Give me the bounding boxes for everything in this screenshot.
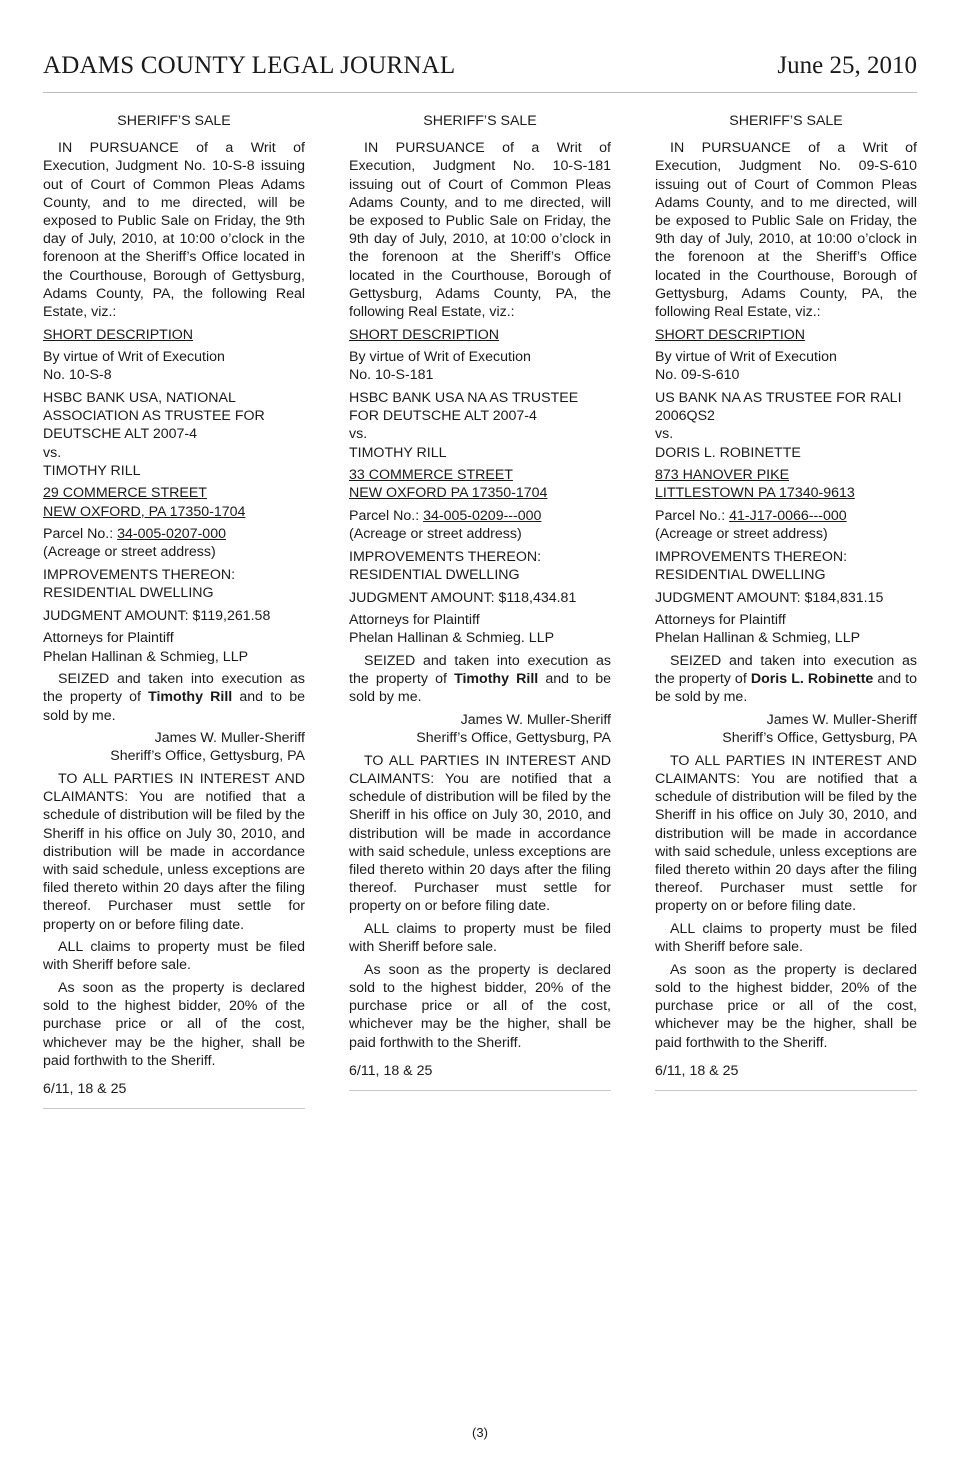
notice-heading: SHERIFF’S SALE xyxy=(729,113,843,129)
notice-intro: IN PURSUANCE of a Writ of Execution, Judgment No. 10-S-8 issuing out of Court of Common Pleas Adams County, and to me directed, will be exposed to Public Sale on Friday, the 9th day of July, 2010, at 10:00 o’clock in the forenoon at the Sheriff’s Office located in the Courthouse, Borough of Gettysburg, Adams County, PA, the following Real Estate, viz.: xyxy=(43,140,305,321)
property-address xyxy=(43,484,305,520)
improvements-label: IMPROVEMENTS THEREON: xyxy=(43,567,236,584)
parcel-label: Parcel No.: xyxy=(349,508,424,525)
writ-number: No. 10-S-181 xyxy=(349,367,434,384)
sheriff-office: Sheriff’s Office, Gettysburg, PA xyxy=(110,748,305,765)
sheriff-signature xyxy=(655,711,917,747)
defendant: DORIS L. ROBINETTE xyxy=(655,444,801,461)
notice-end-rule xyxy=(655,1090,917,1091)
publication-dates: 6/11, 18 & 25 xyxy=(43,1081,127,1098)
publication-dates: 6/11, 18 & 25 xyxy=(655,1062,739,1079)
writ-number: No. 10-S-8 xyxy=(43,367,112,384)
sheriff-name: James W. Muller-Sheriff xyxy=(154,730,305,747)
short-description-label: SHORT DESCRIPTION xyxy=(655,326,806,343)
improvements-label: IMPROVEMENTS THEREON: xyxy=(655,548,848,565)
seized-text: SEIZED and taken into execution as the property of xyxy=(43,671,305,706)
address-line-2: NEW OXFORD, PA 17350-1704 xyxy=(43,503,246,520)
writ-number: No. 09-S-610 xyxy=(655,367,740,384)
improvements-block xyxy=(349,548,611,584)
notice-heading: SHERIFF’S SALE xyxy=(117,113,231,129)
plaintiff: US BANK NA AS TRUSTEE FOR RALI 2006QS2 xyxy=(655,390,902,425)
seized-text-end: and to be sold by me. xyxy=(43,689,305,724)
short-description-label: SHORT DESCRIPTION xyxy=(349,326,500,343)
journal-title: ADAMS COUNTY LEGAL JOURNAL xyxy=(43,52,456,79)
address-line-2: NEW OXFORD PA 17350-1704 xyxy=(349,485,548,502)
writ-block xyxy=(655,348,917,384)
sheriff-signature xyxy=(43,729,305,765)
short-description-label: SHORT DESCRIPTION xyxy=(43,326,194,343)
attorneys-label: Attorneys for Plaintiff xyxy=(43,630,174,647)
attorneys-name: Phelan Hallinan & Schmieg. LLP xyxy=(349,630,555,647)
attorneys-block xyxy=(655,611,917,647)
property-address xyxy=(349,466,611,502)
defendant: TIMOTHY RILL xyxy=(43,462,141,479)
improvements-value: RESIDENTIAL DWELLING xyxy=(655,567,826,584)
plaintiff: HSBC BANK USA, NATIONAL ASSOCIATION AS TRUSTEE FOR DEUTSCHE ALT 2007-4 xyxy=(43,390,265,443)
parties-block xyxy=(655,389,917,462)
improvements-value: RESIDENTIAL DWELLING xyxy=(43,585,214,602)
page-number: (3) xyxy=(472,1425,488,1440)
judgment-amount: JUDGMENT AMOUNT: $184,831.15 xyxy=(655,589,884,606)
writ-line: By virtue of Writ of Execution xyxy=(43,349,225,366)
attorneys-label: Attorneys for Plaintiff xyxy=(349,612,480,629)
parties-notice: TO ALL PARTIES IN INTEREST AND CLAIMANTS: You are notified that a schedule of distribution will be filed by the Sheriff in his office on July 30, 2010, and distribution will be made in accordance with said schedule, unless exceptions are filed thereto within 20 days after the filing thereof. Purchaser must settle for property on or before filing date. xyxy=(349,752,611,915)
journal-header xyxy=(43,50,917,93)
property-owner: Timothy Rill xyxy=(148,689,233,706)
writ-line: By virtue of Writ of Execution xyxy=(655,349,837,366)
acreage-note: (Acreage or street address) xyxy=(655,526,828,543)
improvements-block xyxy=(655,548,917,584)
versus: vs. xyxy=(43,444,62,461)
seized-text-end: and to be sold by me. xyxy=(349,671,611,706)
payment-notice: As soon as the property is declared sold to the highest bidder, 20% of the purchase price or all of the cost, whichever may be the higher, shall be paid forthwith to the Sheriff. xyxy=(349,961,611,1051)
notice-heading: SHERIFF’S SALE xyxy=(423,113,537,129)
parcel-number: 34-005-0207-000 xyxy=(117,526,226,543)
defendant: TIMOTHY RILL xyxy=(349,444,447,461)
notice-column-1 xyxy=(43,112,305,1109)
attorneys-block xyxy=(43,629,305,665)
seized-text-end: and to be sold by me. xyxy=(655,671,917,706)
versus: vs. xyxy=(349,426,368,443)
property-owner: Doris L. Robinette xyxy=(750,671,874,688)
publication-dates: 6/11, 18 & 25 xyxy=(349,1062,433,1079)
improvements-label: IMPROVEMENTS THEREON: xyxy=(349,548,542,565)
parcel-label: Parcel No.: xyxy=(655,508,730,525)
sheriff-name: James W. Muller-Sheriff xyxy=(460,712,611,728)
payment-notice: As soon as the property is declared sold to the highest bidder, 20% of the purchase price or all of the cost, whichever may be the higher, shall be paid forthwith to the Sheriff. xyxy=(43,980,305,1069)
payment-notice: As soon as the property is declared sold to the highest bidder, 20% of the purchase price or all of the cost, whichever may be the higher, shall be paid forthwith to the Sheriff. xyxy=(655,961,917,1051)
judgment-amount: JUDGMENT AMOUNT: $119,261.58 xyxy=(43,607,271,624)
attorneys-name: Phelan Hallinan & Schmieg, LLP xyxy=(43,648,249,665)
seized-text: SEIZED and taken into execution as the property of xyxy=(655,653,917,688)
judgment-amount: JUDGMENT AMOUNT: $118,434.81 xyxy=(349,589,577,606)
claims-notice: ALL claims to property must be filed with Sheriff before sale. xyxy=(655,921,917,956)
sheriff-office: Sheriff’s Office, Gettysburg, PA xyxy=(416,730,611,747)
improvements-value: RESIDENTIAL DWELLING xyxy=(349,567,520,584)
seized-text: SEIZED and taken into execution as the property of xyxy=(349,653,611,688)
notice-column-2 xyxy=(349,112,611,1091)
seized-statement xyxy=(655,652,917,707)
issue-date: June 25, 2010 xyxy=(777,52,917,79)
notice-column-3 xyxy=(655,112,917,1091)
attorneys-label: Attorneys for Plaintiff xyxy=(655,612,786,629)
parties-block xyxy=(349,389,611,462)
property-address xyxy=(655,466,917,502)
address-line-2: LITTLESTOWN PA 17340-9613 xyxy=(655,485,855,502)
notice-end-rule xyxy=(349,1090,611,1091)
sheriff-name: James W. Muller-Sheriff xyxy=(766,712,917,728)
notice-end-rule xyxy=(43,1108,305,1109)
notice-intro: IN PURSUANCE of a Writ of Execution, Judgment No. 09-S-610 issuing out of Court of Common Pleas Adams County, and to me directed, will be exposed to Public Sale on Friday, the 9th day of July, 2010, at 10:00 o’clock in the forenoon at the Sheriff’s Office located in the Courthouse, Borough of Gettysburg, Adams County, PA, the following Real Estate, viz.: xyxy=(655,140,917,321)
acreage-note: (Acreage or street address) xyxy=(43,544,216,561)
parcel-block xyxy=(43,525,305,561)
property-owner: Timothy Rill xyxy=(454,671,539,688)
versus: vs. xyxy=(655,426,674,443)
parcel-number: 34-005-0209---000 xyxy=(423,508,542,525)
address-line-1: 33 COMMERCE STREET xyxy=(349,467,513,484)
claims-notice: ALL claims to property must be filed with Sheriff before sale. xyxy=(43,939,305,974)
writ-line: By virtue of Writ of Execution xyxy=(349,349,531,366)
improvements-block xyxy=(43,566,305,602)
parcel-block xyxy=(655,507,917,543)
parcel-label: Parcel No.: xyxy=(43,526,118,543)
parties-notice: TO ALL PARTIES IN INTEREST AND CLAIMANTS: You are notified that a schedule of distribution will be filed by the Sheriff in his office on July 30, 2010, and distribution will be made in accordance with said schedule, unless exceptions are filed thereto within 20 days after the filing thereof. Purchaser must settle for property on or before filing date. xyxy=(43,771,305,933)
attorneys-name: Phelan Hallinan & Schmieg, LLP xyxy=(655,630,861,647)
writ-block xyxy=(349,348,611,384)
writ-block xyxy=(43,348,305,384)
attorneys-block xyxy=(349,611,611,647)
parcel-number: 41-J17-0066---000 xyxy=(729,508,847,525)
plaintiff: HSBC BANK USA NA AS TRUSTEE FOR DEUTSCHE ALT 2007-4 xyxy=(349,390,579,425)
parties-block xyxy=(43,389,305,480)
sheriff-signature xyxy=(349,711,611,747)
seized-statement xyxy=(43,670,305,725)
address-line-1: 873 HANOVER PIKE xyxy=(655,467,790,484)
acreage-note: (Acreage or street address) xyxy=(349,526,522,543)
parcel-block xyxy=(349,507,611,543)
address-line-1: 29 COMMERCE STREET xyxy=(43,485,207,502)
notice-intro: IN PURSUANCE of a Writ of Execution, Judgment No. 10-S-181 issuing out of Court of Common Pleas Adams County, and to me directed, will be exposed to Public Sale on Friday, the 9th day of July, 2010, at 10:00 o’clock in the forenoon at the Sheriff’s Office located in the Courthouse, Borough of Gettysburg, Adams County, PA, the following Real Estate, viz.: xyxy=(349,140,611,321)
seized-statement xyxy=(349,652,611,707)
claims-notice: ALL claims to property must be filed with Sheriff before sale. xyxy=(349,921,611,956)
parties-notice: TO ALL PARTIES IN INTEREST AND CLAIMANTS: You are notified that a schedule of distribution will be filed by the Sheriff in his office on July 30, 2010, and distribution will be made in accordance with said schedule, unless exceptions are filed thereto within 20 days after the filing thereof. Purchaser must settle for property on or before filing date. xyxy=(655,752,917,915)
sheriff-office: Sheriff’s Office, Gettysburg, PA xyxy=(722,730,917,747)
